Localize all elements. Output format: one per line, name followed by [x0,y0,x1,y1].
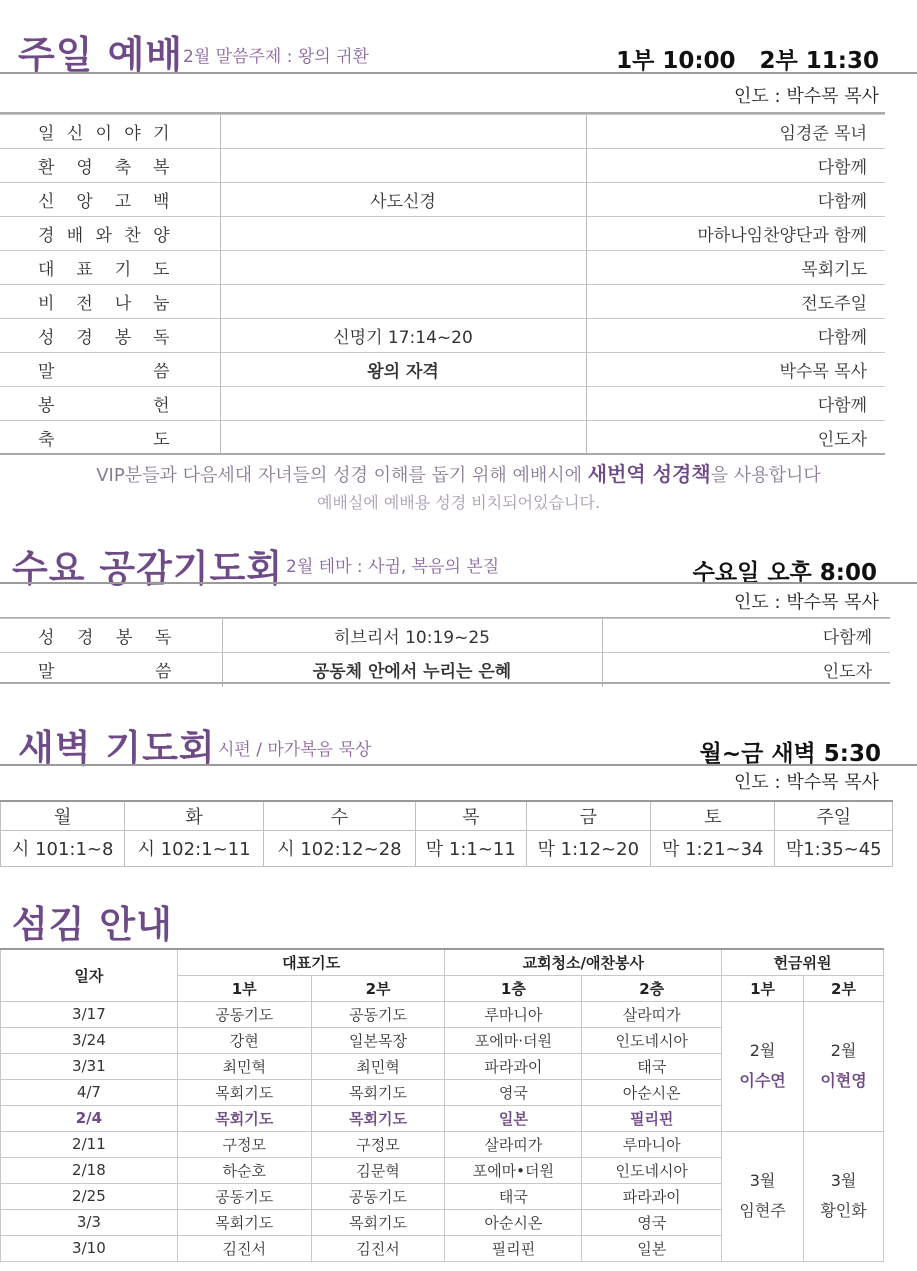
duty-cell: 인도네시아 [582,1157,722,1183]
offering-1bu [722,1001,804,1131]
label-char: 신 [38,192,55,212]
order-row [0,421,885,455]
label-char: 축 [38,430,55,451]
sunday-title: 주일 예배 [18,33,184,77]
order-content: 공동체 안에서 누리는 은혜 [222,653,602,687]
duty-date: 2/18 [1,1157,178,1183]
order-label [0,421,220,455]
duty-cell: 영국 [445,1079,582,1105]
order-label-text [0,391,220,416]
order-row [0,619,890,653]
header-sub: 2부 [804,975,884,1001]
order-label-text [0,425,220,450]
order-label-text [0,323,220,348]
header-cleaning: 교회청소/애찬봉사 [445,949,722,975]
offering-month: 3월 [830,1171,857,1190]
order-row [0,217,885,251]
divider [0,582,917,584]
duty-cell: 살라띠가 [582,1001,722,1027]
day-reading: 막 1:1~11 [416,830,527,866]
order-label [0,115,220,149]
label-char: 헌 [153,396,170,416]
duty-cell: 목회기도 [311,1209,445,1235]
label-char: 봉 [38,396,55,416]
order-label-text [0,657,222,682]
duty-cell: 공동기도 [311,1183,445,1209]
day-reading: 시 101:1~8 [1,830,125,866]
label-char: 배 [66,226,84,246]
note-text: 을 사용합니다 [710,465,821,486]
divider [0,682,890,684]
duty-cell: 공동기도 [311,1001,445,1027]
duty-cell: 인도네시아 [582,1027,722,1053]
day-reading: 막1:35~45 [775,830,893,866]
order-row [0,387,885,421]
duty-cell: 구정모 [311,1131,445,1157]
order-row [0,115,885,149]
order-label [0,251,220,285]
duty-cell: 포에마·더원 [445,1027,582,1053]
order-row [0,251,885,285]
duty-cell: 강현 [177,1027,311,1053]
dawn-title: 새벽 기도회 [18,727,216,770]
note-text: VIP분들과 다음세대 자녀들의 성경 이해를 돕기 위해 예배시에 [96,465,588,486]
header-sub: 1층 [445,975,582,1001]
offering-2bu [804,1001,884,1131]
bible-note-sub: 예배실에 예배용 성경 비치되어있습니다. [316,493,601,512]
duty-cell: 태국 [582,1053,722,1079]
order-row [0,319,885,353]
day-reading: 시 102:1~11 [125,830,263,866]
order-person: 다함께 [602,619,890,653]
duty-cell: 김문혁 [311,1157,445,1183]
label-char: 복 [153,158,170,178]
label-char: 고 [114,192,132,212]
order-row [0,183,885,217]
dawn-subtitle: 시편 / 마가복음 묵상 [218,740,372,760]
label-char: 말 [38,662,55,683]
order-person: 인도자 [602,653,890,687]
order-person: 목회기도 [586,251,885,285]
label-char: 눔 [153,294,170,314]
order-content: 히브리서 10:19~25 [222,619,602,653]
duty-row [1,1001,884,1027]
label-char: 양 [153,226,170,246]
offering-name: 임현주 [739,1201,786,1220]
note-highlight: 새번역 성경책 [587,462,711,486]
label-char: 경 [38,226,55,246]
header-date: 일자 [1,949,178,1001]
offering-month: 2월 [749,1041,776,1060]
order-content [220,251,586,285]
dawn-schedule-table [0,800,893,867]
duty-date: 2/4 [1,1105,178,1131]
label-char: 축 [114,158,132,178]
duty-cell: 살라띠가 [445,1131,582,1157]
label-char: 씀 [153,362,170,382]
label-char: 와 [95,226,112,246]
duty-cell: 루마니아 [582,1131,722,1157]
order-label [0,619,222,653]
order-content [220,285,586,319]
order-content: 왕의 자격 [220,353,586,387]
order-person: 임경준 목녀 [586,115,885,149]
duty-title: 섬김 안내 [12,903,173,946]
duty-cell: 김진서 [177,1235,311,1261]
duty-cell: 목회기도 [177,1079,311,1105]
order-label-text [0,623,222,648]
day-header: 목 [416,801,527,830]
label-char: 성 [38,628,55,648]
order-person: 다함께 [586,183,885,217]
label-char: 도 [153,430,170,451]
offering-name: 황인화 [820,1201,867,1220]
sunday-subtitle: 2월 말씀주제 : 왕의 귀환 [183,47,369,67]
duty-cell: 목회기도 [311,1105,445,1131]
label-char: 말 [38,362,55,382]
order-label [0,149,220,183]
order-content [220,217,586,251]
label-char: 씀 [155,662,172,683]
duty-cell: 아순시온 [582,1079,722,1105]
label-char: 표 [76,260,93,280]
order-label [0,387,220,421]
wednesday-title: 수요 공감기도회 [12,547,284,590]
label-char: 비 [38,294,55,314]
duty-cell: 루마니아 [445,1001,582,1027]
duty-table [0,948,884,1262]
label-char: 봉 [114,328,132,348]
duty-cell: 영국 [582,1209,722,1235]
label-char: 기 [153,124,170,144]
duty-date: 2/25 [1,1183,178,1209]
order-person: 마하나임찬양단과 함께 [586,217,885,251]
order-content [220,421,586,455]
bible-note [0,458,917,487]
sunday-time: 1부 10:00 2부 11:30 [616,48,879,74]
label-char: 앙 [76,192,93,212]
label-char: 독 [153,328,170,348]
order-content [220,149,586,183]
day-header: 주일 [775,801,893,830]
label-char: 나 [114,294,132,314]
duty-cell: 포에마•더원 [445,1157,582,1183]
offering-1bu [722,1131,804,1261]
order-label [0,285,220,319]
divider [0,72,917,74]
header-sub: 1부 [177,975,311,1001]
label-char: 봉 [116,628,133,648]
duty-cell: 일본 [582,1235,722,1261]
label-char: 전 [76,294,93,314]
duty-cell: 공동기도 [177,1001,311,1027]
order-label-text [0,153,220,178]
order-person: 다함께 [586,387,885,421]
duty-cell: 최민혁 [177,1053,311,1079]
duty-cell: 구정모 [177,1131,311,1157]
order-label-text [0,289,220,314]
label-char: 도 [153,260,170,280]
duty-cell: 하순호 [177,1157,311,1183]
sunday-order-table [0,114,885,455]
label-char: 영 [76,158,93,178]
order-label [0,217,220,251]
label-char: 야 [124,124,141,144]
header-prayer: 대표기도 [177,949,445,975]
day-header: 수 [263,801,415,830]
order-label-text [0,187,220,212]
duty-cell: 아순시온 [445,1209,582,1235]
duty-cell: 필리핀 [445,1235,582,1261]
order-row [0,353,885,387]
duty-date: 3/31 [1,1053,178,1079]
offering-name: 이현영 [820,1071,867,1090]
duty-row [1,1131,884,1157]
order-label [0,183,220,217]
duty-date: 3/3 [1,1209,178,1235]
dawn-leader: 인도 : 박수목 목사 [734,772,879,793]
duty-date: 3/10 [1,1235,178,1261]
header-offering: 헌금위원 [722,949,884,975]
duty-cell: 파라과이 [582,1183,722,1209]
header-sub: 2층 [582,975,722,1001]
order-content: 신명기 17:14~20 [220,319,586,353]
order-content [220,387,586,421]
offering-month: 2월 [830,1041,857,1060]
offering-month: 3월 [749,1171,776,1190]
wednesday-time: 수요일 오후 8:00 [692,560,877,586]
order-person: 다함께 [586,149,885,183]
day-header: 금 [526,801,650,830]
day-header: 화 [125,801,263,830]
order-content: 사도신경 [220,183,586,217]
label-char: 독 [155,628,172,648]
order-person: 전도주일 [586,285,885,319]
wednesday-subtitle: 2월 테마 : 사귐, 복음의 본질 [286,557,500,577]
day-reading: 막 1:21~34 [651,830,775,866]
label-char: 이 [95,124,112,144]
order-label [0,353,220,387]
header-sub: 1부 [722,975,804,1001]
order-label-text [0,357,220,382]
duty-cell: 일본 [445,1105,582,1131]
label-char: 기 [114,260,132,280]
duty-cell: 공동기도 [177,1183,311,1209]
header-sub: 2부 [311,975,445,1001]
duty-date: 3/17 [1,1001,178,1027]
label-char: 경 [76,328,93,348]
order-person: 다함께 [586,319,885,353]
day-header: 토 [651,801,775,830]
label-char: 찬 [124,226,141,246]
order-row [0,285,885,319]
order-row [0,149,885,183]
label-char: 환 [38,158,55,178]
offering-name: 이수연 [739,1071,786,1090]
duty-cell: 일본목장 [311,1027,445,1053]
label-char: 백 [153,192,170,212]
sunday-leader: 인도 : 박수목 목사 [734,86,879,107]
dawn-time: 월~금 새벽 5:30 [699,741,881,767]
order-label-text [0,255,220,280]
duty-cell: 목회기도 [177,1105,311,1131]
duty-date: 4/7 [1,1079,178,1105]
duty-cell: 목회기도 [177,1209,311,1235]
duty-cell: 최민혁 [311,1053,445,1079]
order-content [220,115,586,149]
order-person: 박수목 목사 [586,353,885,387]
order-person: 인도자 [586,421,885,455]
divider [0,453,885,455]
order-label [0,319,220,353]
label-char: 대 [38,260,55,280]
duty-cell: 김진서 [311,1235,445,1261]
order-label-text [0,221,220,246]
duty-cell: 태국 [445,1183,582,1209]
label-char: 신 [66,124,84,144]
duty-cell: 파라과이 [445,1053,582,1079]
day-reading: 막 1:12~20 [526,830,650,866]
duty-cell: 필리핀 [582,1105,722,1131]
wednesday-leader: 인도 : 박수목 목사 [734,592,879,613]
offering-2bu [804,1131,884,1261]
day-reading: 시 102:12~28 [263,830,415,866]
wednesday-order-table [0,618,890,687]
label-char: 일 [38,124,55,144]
divider [0,764,917,766]
label-char: 성 [38,328,55,348]
order-label-text [0,119,220,144]
duty-date: 3/24 [1,1027,178,1053]
duty-date: 2/11 [1,1131,178,1157]
label-char: 경 [77,628,94,648]
duty-cell: 목회기도 [311,1079,445,1105]
day-header: 월 [1,801,125,830]
